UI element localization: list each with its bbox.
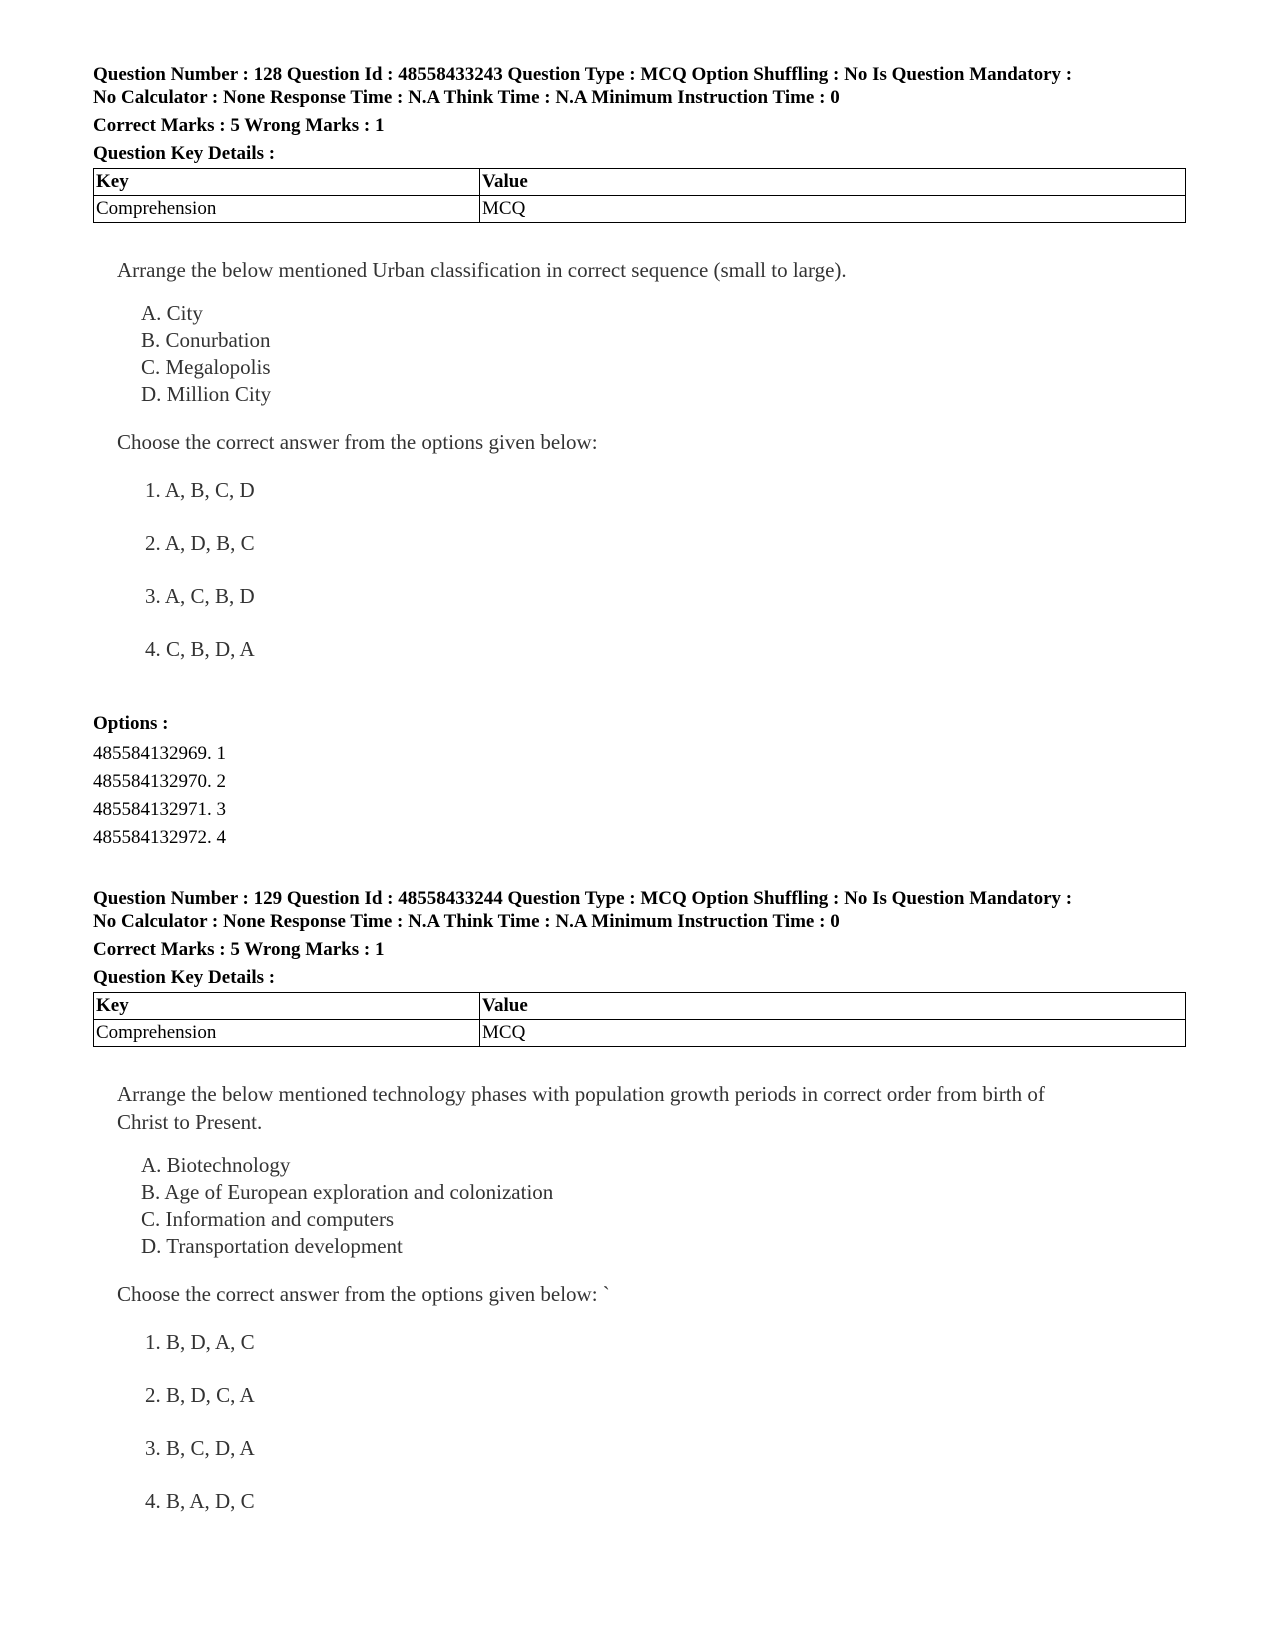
question-meta-line2: No Calculator : None Response Time : N.A Think Time : N.A Minimum Instruction Time : 0 [93,87,840,108]
answer-item: 3. B, C, D, A [145,1436,255,1460]
key-table-cell-key: Comprehension [94,196,480,223]
answer-item: 3. A, C, B, D [145,584,255,608]
question-text-line1: Arrange the below mentioned technology phases with population growth periods in correct order from birth of [117,1082,1045,1106]
statement-list [141,1152,1197,1260]
question-meta-line1: Question Number : 128 Question Id : 48558433243 Question Type : MCQ Option Shuffling : No Is Question Mandatory : [93,64,1073,85]
statement-item: A. Biotechnology [141,1153,291,1177]
key-table-header-key: Key [94,993,480,1020]
option-item: 485584132969. 1 [93,743,226,764]
statement-item: D. Transportation development [141,1234,403,1258]
options-label: Options : [93,713,169,734]
statement-item: B. Age of European exploration and colonization [141,1180,554,1204]
key-table-header-row [94,169,1186,196]
question-128-options [93,712,1183,852]
question-meta-line1: Question Number : 129 Question Id : 48558433244 Question Type : MCQ Option Shuffling : No Is Question Mandatory : [93,888,1073,909]
key-table-cell-key: Comprehension [94,1020,480,1047]
marks-line: Correct Marks : 5 Wrong Marks : 1 [93,115,385,136]
key-details-label: Question Key Details : [93,967,276,988]
statement-item: C. Megalopolis [141,355,271,379]
key-details-table [93,168,1186,223]
key-table-header-row [94,993,1186,1020]
key-details-label: Question Key Details : [93,143,276,164]
answer-item: 4. B, A, D, C [145,1489,255,1513]
answer-list [145,1328,1197,1540]
key-table-header-key: Key [94,169,480,196]
statement-item: B. Conurbation [141,328,271,352]
statement-list [141,300,1197,408]
question-meta-line2: No Calculator : None Response Time : N.A Think Time : N.A Minimum Instruction Time : 0 [93,911,840,932]
key-table-header-value: Value [480,169,1186,196]
option-item: 485584132972. 4 [93,827,226,848]
question-129-body [117,1080,1197,1540]
answer-list [145,476,1197,688]
answer-item: 1. B, D, A, C [145,1330,255,1354]
key-table-header-value: Value [480,993,1186,1020]
marks-line: Correct Marks : 5 Wrong Marks : 1 [93,939,385,960]
question-text-line2: Christ to Present. [117,1110,263,1134]
question-text: Arrange the below mentioned Urban classification in correct sequence (small to large). [117,258,847,282]
question-128-header [93,63,1183,223]
key-table-row [94,1020,1186,1047]
answer-item: 1. A, B, C, D [145,478,255,502]
question-128-body [117,256,1197,688]
choose-instruction: Choose the correct answer from the options given below: ` [117,1282,610,1306]
statement-item: A. City [141,301,203,325]
key-table-cell-value: MCQ [480,196,1186,223]
key-details-table [93,992,1186,1047]
choose-instruction: Choose the correct answer from the options given below: [117,430,598,454]
statement-item: D. Million City [141,382,272,406]
question-129-header [93,887,1183,1047]
answer-item: 4. C, B, D, A [145,637,255,661]
key-table-row [94,196,1186,223]
statement-item: C. Information and computers [141,1207,395,1231]
answer-item: 2. A, D, B, C [145,531,255,555]
option-item: 485584132970. 2 [93,771,226,792]
key-table-cell-value: MCQ [480,1020,1186,1047]
answer-item: 2. B, D, C, A [145,1383,255,1407]
option-item: 485584132971. 3 [93,799,226,820]
